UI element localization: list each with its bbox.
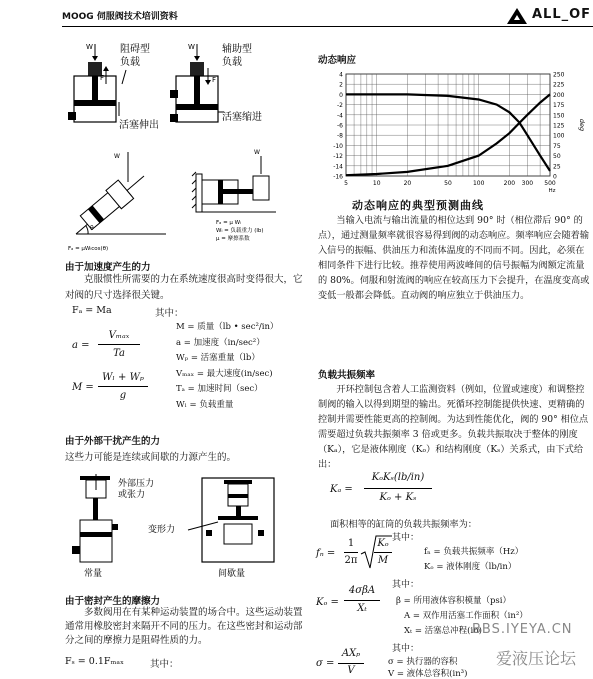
page-header [0, 0, 593, 34]
eq-fn-frac-bar [344, 552, 358, 553]
chart-title: 动态响应的典型预测曲线 [352, 199, 484, 212]
svg-text:W: W [254, 149, 260, 156]
accel-paragraph: 克服惯性所需要的力在系统速度很高时变得很大，它对阀的尺寸选择很关键。 [65, 274, 303, 301]
constant-caption: 常量 [84, 569, 103, 579]
def-ko: Kₒ = 液体刚度（lb/in） [424, 562, 517, 572]
accel-def-3: Wₚ = 活塞重量（lb） [176, 353, 260, 363]
y-right-tick-label: 50 [553, 153, 561, 161]
piston-out-label: 活塞伸出 [119, 120, 159, 131]
y-left-tick-label: 2 [339, 81, 343, 89]
friction-eq: Fₛ = 0.1Fₘₐₓ [65, 656, 125, 667]
fn-where: 其中： [392, 533, 420, 543]
friction-where: 其中： [150, 659, 179, 670]
eq-m-bar [98, 386, 148, 387]
assisting-load-label-1: 辅助型 [222, 44, 252, 55]
external-paragraph: 这些力可能是连续或间歇的力源产生的。 [65, 452, 237, 463]
accel-definitions [176, 320, 278, 413]
eq-ka-num: KₒKₛ(lb/in) [371, 472, 425, 483]
constant-force-cylinder [72, 474, 118, 562]
eq-m-lhs: M = [72, 382, 94, 393]
w-right-label: W [188, 43, 195, 51]
external-pressure-label: 外部压力 [118, 479, 155, 489]
external-tension-label: 或张力 [118, 490, 146, 500]
incline-formula: Fₐ = μWₗcos(θ) [68, 246, 109, 252]
x-tick-label: 300 [521, 180, 534, 187]
eq-a-lhs: a = [72, 340, 90, 351]
eq-sigma-bar [338, 663, 364, 664]
header-rule [62, 26, 593, 27]
eq-fn-frac-den: 2π [344, 555, 358, 566]
eq-fn-sqrt-num: Kₒ [377, 538, 389, 549]
eq-a-den: Ta [113, 348, 125, 359]
accel-def-4: Vₘₐₓ = 最大速度(in/sec) [176, 368, 273, 379]
assisting-load-label-2: 负载 [222, 57, 242, 68]
x-tick-label: 5 [344, 180, 348, 187]
x-tick-label: 100 [472, 180, 485, 187]
x-tick-label: 200 [503, 180, 516, 187]
sigma-where: 其中： [392, 644, 420, 654]
accel-where: 其中： [155, 308, 184, 319]
y-left-tick-label: 0 [339, 91, 343, 99]
def-volume: V = 液体总容积(in³) [388, 669, 468, 679]
x-tick-label: 50 [444, 180, 452, 187]
friction-legend-2: μ = 摩擦系数 [216, 236, 250, 242]
eq-ka-lhs: Kₐ = [330, 484, 353, 495]
eq-ko-den: Xₜ [357, 603, 367, 614]
x-tick-label: 500 [544, 180, 556, 187]
x-unit-label: Hz [548, 188, 556, 194]
watermark-name: 爱液压论坛 [496, 649, 577, 668]
eq-fn-sqrt-bar [374, 552, 392, 553]
y-left-tick-label: -4 [337, 112, 343, 120]
y-right-tick-label: 0 [553, 173, 557, 181]
x-tick-label: 10 [372, 180, 381, 187]
w-left-label: W [86, 43, 93, 51]
opposing-load-label-1: 阻碍型 [120, 44, 150, 55]
accel-force-eq: Fₐ = Ma [72, 305, 112, 316]
def-sigma: σ = 执行器的容积 [388, 657, 458, 667]
y-left-tick-label: -8 [337, 132, 343, 140]
svg-text:W: W [114, 153, 120, 160]
eq-sigma-num: AXₚ [341, 648, 361, 659]
logo-text: ALL_OF [532, 7, 592, 22]
def-stroke: Xₜ = 活塞总冲程(in) [404, 626, 482, 636]
y-right-tick-label: 250 [553, 71, 565, 79]
eq-ka-bar [364, 488, 432, 489]
y-right-tick-label: 200 [553, 91, 565, 99]
accel-def-2: a = 加速度（in/sec²） [176, 337, 265, 348]
y-left-tick-label: -10 [333, 142, 343, 150]
opposing-load-cylinder [68, 44, 116, 122]
friction-paragraph: 多数阀用在有某种运动装置的场合中。这些运动装置通常用橡胶密封来隔开不同的压力。在这些密封和运动部分之间的摩擦力是阻碍性质的力。 [65, 607, 303, 646]
eq-fn-lhs: fₙ = [316, 548, 336, 559]
dynamic-response-chart [318, 66, 590, 196]
eq-m-num: Wₗ + Wₚ [102, 372, 144, 383]
eq-fn-sqrt-den: M [377, 555, 389, 566]
resonance-paragraph: 开环控制包含着人工监测资料（例如，位置或速度）和调整控制阀的输入以得到期望的输出。死循环控制能提供快速、更精确的控制并需要性能更高的控制阀。为达到性能优化，阀的 90° 相位点需要超过负载共振频率 3 倍或更多。负载共振取决于整体的刚度（Kₐ），它是液体刚度（Kₒ）和结构刚度（Kₛ）关系式，由下式给出： [318, 384, 589, 470]
y-right-tick-label: 175 [553, 102, 565, 110]
y-left-tick-label: -2 [337, 102, 343, 110]
company-logo-icon [505, 6, 531, 26]
y-left-tick-label: -12 [333, 153, 343, 161]
def-fn: fₙ = 负载共振频率（Hz） [424, 547, 524, 557]
eq-a-bar [98, 344, 140, 345]
horizontal-cylinder [192, 149, 276, 212]
y-right-axis-label: deg [578, 118, 586, 132]
y-left-tick-label: -16 [333, 173, 343, 181]
accel-def-1: M = 质量（lb • sec²/in） [176, 322, 279, 332]
piston-in-label: 活塞缩进 [222, 112, 262, 123]
friction-angle-diagram [66, 146, 306, 254]
accel-def-5: Tₐ = 加速时间（sec） [176, 384, 263, 394]
eq-fn-frac-num: 1 [347, 538, 355, 549]
y-right-tick-label: 25 [553, 163, 561, 171]
def-beta: β = 所用液体容积模量（psi） [396, 596, 511, 606]
deformation-force-label: 变形力 [148, 525, 176, 535]
accel-heading: 由于加速度产生的力 [65, 262, 151, 273]
external-force-diagram [66, 472, 296, 580]
eq-ko-lhs: Kₒ = [316, 597, 339, 608]
f-right-label: F [212, 76, 217, 84]
y-right-tick-label: 150 [553, 112, 565, 120]
watermark-url: BBS.IYEYA.CN [472, 622, 573, 637]
eq-ko-bar [344, 600, 380, 601]
eq-ko-num: 4σβA [348, 585, 376, 596]
resonance-area-text: 面积相等的缸筒的负载共振频率为： [330, 519, 477, 530]
response-paragraph: 当输入电流与输出流量的相位达到 90° 时（相位滞后 90° 的点），通过测量频率就很容易得到阀的动态响应。频率响应会随着输入信号的振幅、供油压力和流体温度的不同而不同。因此，必须在相同条件下进行比较。推荐使用两波峰间的信号振幅为阀额定流量的 80%。伺服和射流阀的响应在较高压力下会提升，在温度变高或变低一般都会降低。直动阀的响应独立于供油压力。 [318, 215, 590, 301]
friction-legend-1: Wₗ = 负载重力 (lb) [216, 228, 264, 234]
eq-ka-den: Kₒ + Kₛ [379, 492, 417, 503]
y-right-tick-label: 125 [553, 122, 565, 130]
inclined-cylinder [78, 180, 133, 232]
accel-def-6: Wₗ = 负载重量 [176, 399, 234, 410]
eq-a-num: Vₘₐₓ [108, 330, 130, 341]
eq-sigma-lhs: σ = [316, 658, 335, 669]
intermittent-caption: 间歇量 [218, 569, 246, 579]
eq-m-den: g [119, 390, 127, 401]
external-heading: 由于外部干扰产生的力 [65, 436, 161, 447]
y-left-tick-label: -14 [333, 163, 343, 171]
y-right-tick-label: 100 [553, 132, 565, 140]
y-left-tick-label: -6 [337, 122, 343, 130]
cylinder-load-diagram [66, 40, 306, 140]
assisting-load-cylinder [170, 44, 218, 122]
dynamic-response-heading: 动态响应 [318, 55, 357, 66]
f-left-label: F [100, 74, 105, 82]
eq-sigma-den: V [347, 665, 355, 676]
y-right-tick-label: 75 [553, 142, 561, 150]
header-title: MOOG 伺服阀技术培训资料 [62, 12, 178, 22]
def-area: A = 双作用活塞工作面积（in²） [404, 611, 528, 621]
ko-where: 其中： [392, 580, 420, 590]
x-tick-label: 20 [403, 180, 412, 187]
intermittent-force-frame [202, 478, 274, 562]
opposing-load-label-2: 负载 [120, 57, 140, 68]
friction-formula: Fₐ = μ Wₗ [216, 220, 242, 226]
y-right-tick-label: 225 [553, 81, 565, 89]
load-resonance-heading: 负载共振频率 [318, 370, 376, 381]
friction-heading: 由于密封产生的摩擦力 [65, 596, 161, 607]
y-left-tick-label: 4 [339, 71, 343, 79]
svg-text:θ: θ [90, 225, 94, 232]
